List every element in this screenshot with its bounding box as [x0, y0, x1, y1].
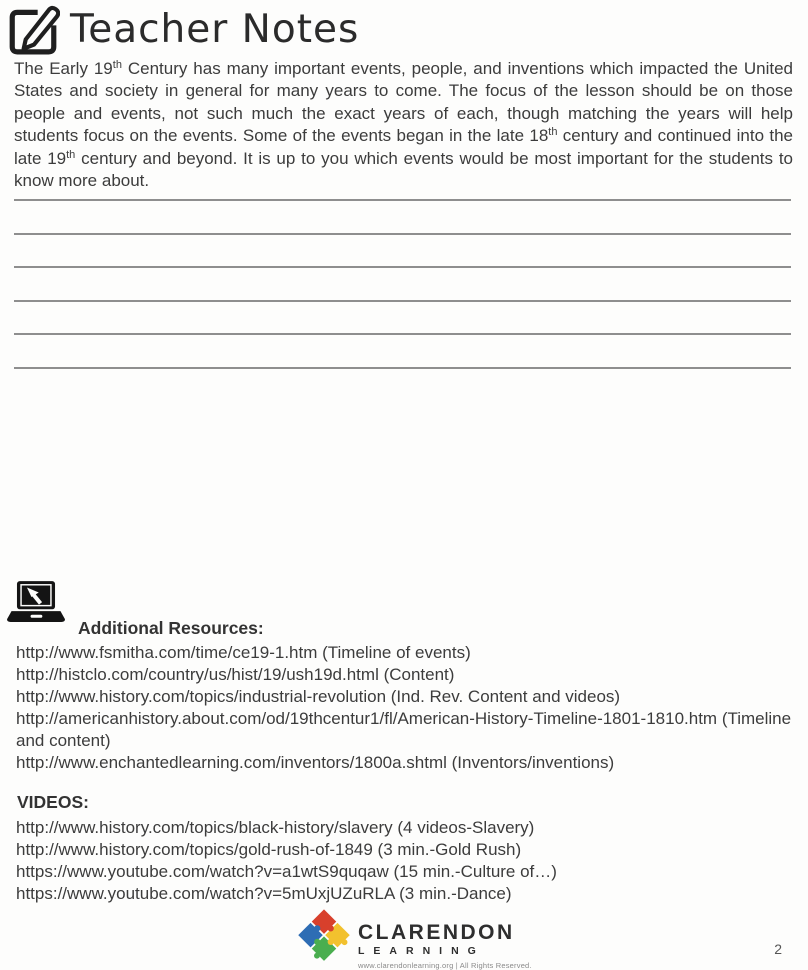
puzzle-pieces-icon [298, 906, 350, 966]
writing-line [14, 266, 791, 268]
page-title: Teacher Notes [70, 7, 360, 52]
video-link: https://www.youtube.com/watch?v=5mUxjUZuRLA (3 min.-Dance) [16, 884, 512, 903]
videos-heading: VIDEOS: [17, 792, 89, 812]
writing-line [14, 367, 791, 369]
video-link: https://www.youtube.com/watch?v=a1wtS9quqaw (15 min.-Culture of…) [16, 862, 557, 881]
logo-name: CLARENDON [358, 921, 515, 944]
videos-list [16, 817, 794, 905]
video-link: http://www.history.com/topics/black-history/slavery (4 videos-Slavery) [16, 818, 535, 837]
additional-resources-heading: Additional Resources: [78, 618, 264, 638]
laptop-cursor-icon [7, 580, 65, 624]
writing-line [14, 233, 791, 235]
resource-link: http://histclo.com/country/us/hist/19/ush19d.html (Content) [16, 665, 455, 684]
writing-lines-area [14, 199, 791, 401]
clarendon-logo [298, 906, 532, 970]
resource-link: http://www.fsmitha.com/time/ce19-1.htm (Timeline of events) [16, 643, 471, 662]
page-header [6, 2, 359, 56]
additional-resources-list [16, 642, 794, 774]
resource-link: http://www.enchantedlearning.com/inventors/1800a.shtml (Inventors/inventions) [16, 753, 615, 772]
edit-pencil-icon [6, 2, 60, 56]
resource-link: http://americanhistory.about.com/od/19thcentur1/fl/American-History-Timeline-1801-1810.htm (Timeline and content) [16, 709, 792, 750]
logo-subname: LEARNING [358, 945, 485, 957]
intro-paragraph: The Early 19th Century has many important events, people, and inventions which impacted the United States and society in general for many years to come. The focus of the lesson should be on those people and events, not such much the exact years of each, though matching the years will help students focus on the events. Some of the events began in the late 18th century and continued into the late 19th century and beyond. It is up to you which events would be most important for the students to know more about. [14, 59, 793, 191]
page-number: 2 [774, 941, 782, 957]
writing-line [14, 300, 791, 302]
video-link: http://www.history.com/topics/gold-rush-of-1849 (3 min.-Gold Rush) [16, 840, 522, 859]
resource-link: http://www.history.com/topics/industrial-revolution (Ind. Rev. Content and videos) [16, 687, 621, 706]
logo-tagline: www.clarendonlearning.org | All Rights Reserved. [358, 960, 532, 970]
writing-line [14, 199, 791, 201]
writing-line [14, 333, 791, 335]
logo-text-block [358, 922, 532, 970]
